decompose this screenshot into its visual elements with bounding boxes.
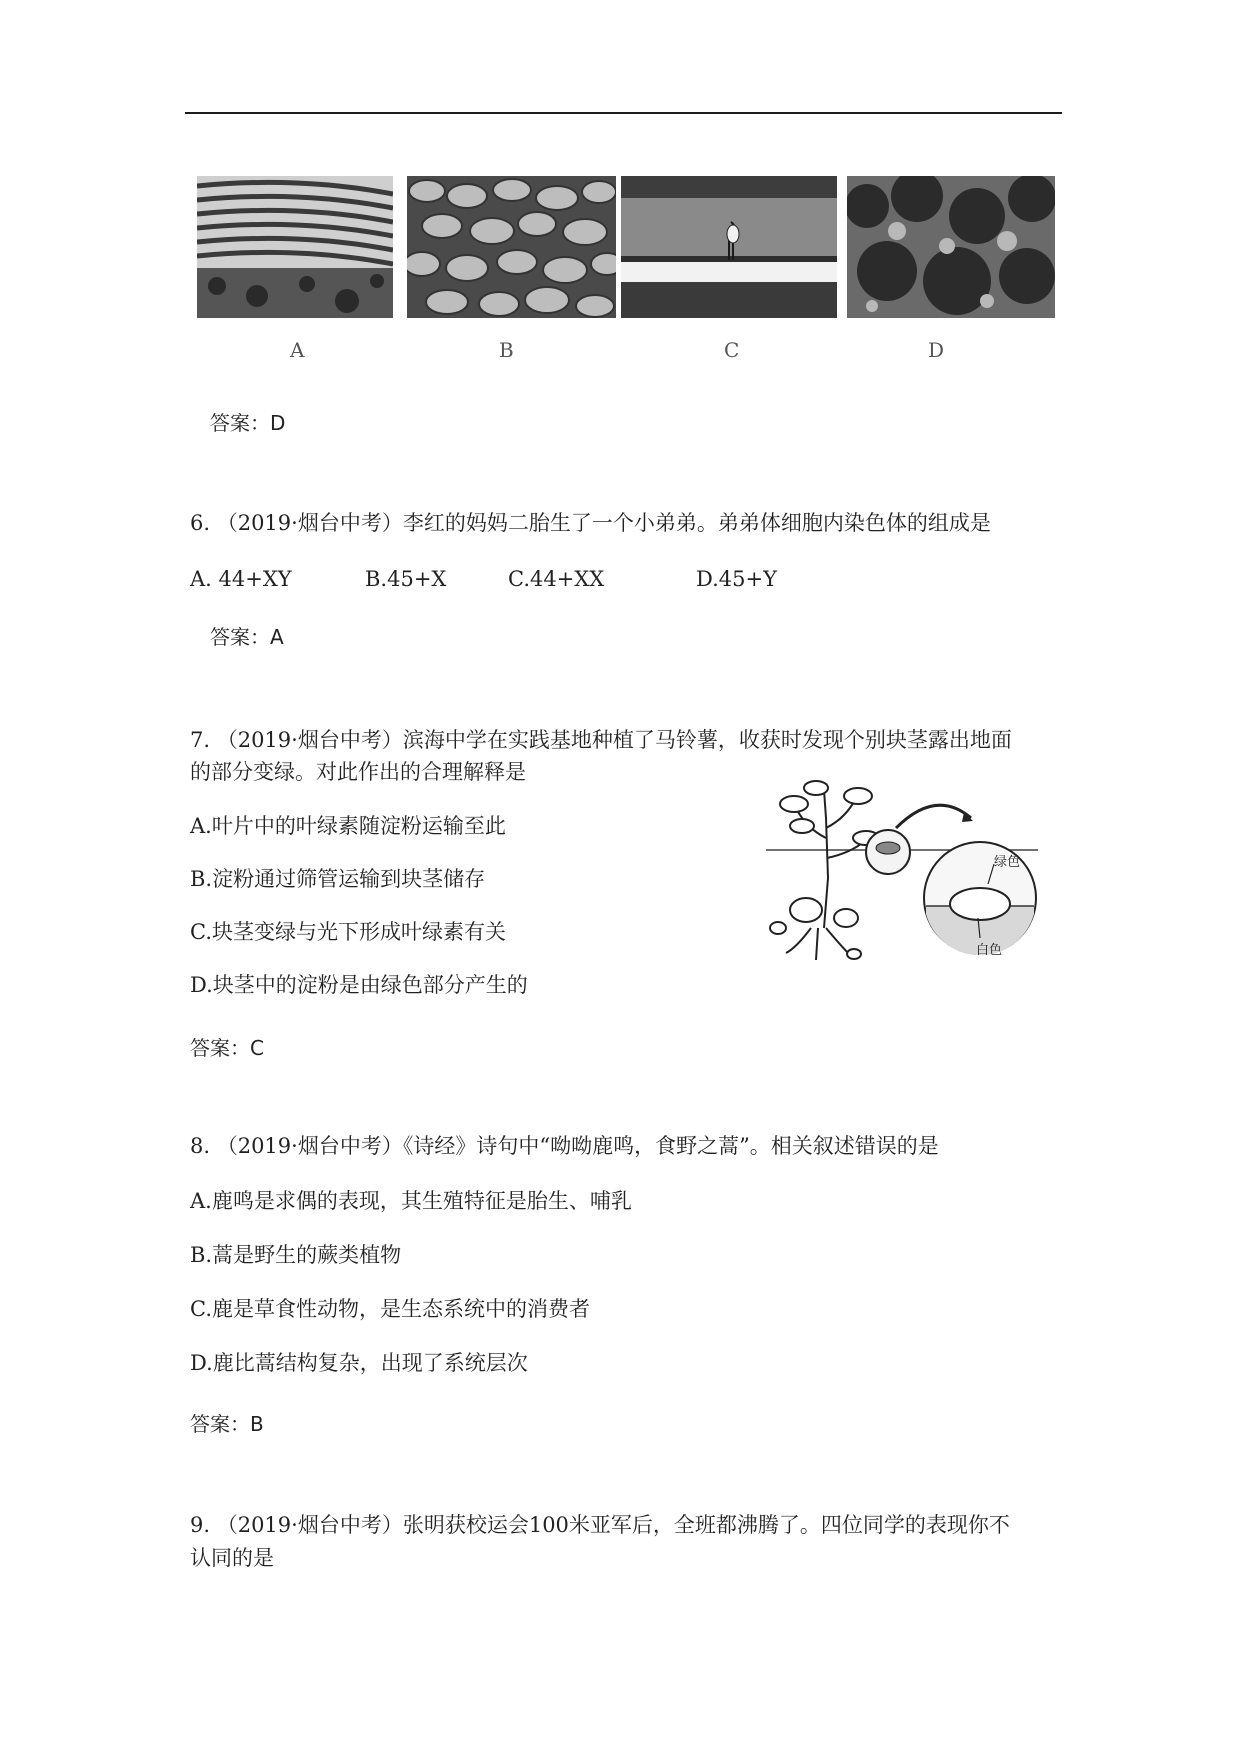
- q7-stem-line1: 7. （2019·烟台中考）滨海中学在实践基地种植了马铃薯，收获时发现个别块茎露出地面: [190, 728, 1012, 752]
- figure-label-green: 绿色: [994, 855, 1021, 870]
- q6-option-c: C.44+XX: [508, 567, 605, 591]
- q8-answer: 答案：B: [190, 1412, 264, 1436]
- potato-plant-figure: [766, 778, 1038, 968]
- q7-option-d: D.块茎中的淀粉是由绿色部分产生的: [190, 973, 528, 997]
- q9-stem-line2: 认同的是: [190, 1546, 274, 1570]
- q8-option-d: D.鹿比蒿结构复杂，出现了系统层次: [190, 1351, 528, 1375]
- photo-b-lily-pads: [407, 176, 616, 318]
- q7-option-a: A.叶片中的叶绿素随淀粉运输至此: [190, 814, 506, 838]
- photo-label-d: D: [928, 338, 945, 362]
- q8-option-a: A.鹿鸣是求偶的表现，其生殖特征是胎生、哺乳: [190, 1189, 632, 1213]
- q6-stem: 6. （2019·烟台中考）李红的妈妈二胎生了一个小弟弟。弟弟体细胞内染色体的组成是: [190, 511, 991, 535]
- photo-label-c: C: [724, 338, 740, 362]
- q9-stem-line1: 9. （2019·烟台中考）张明获校运会100米亚军后，全班都沸腾了。四位同学的表现你不: [190, 1513, 1010, 1537]
- q7-option-c: C.块茎变绿与光下形成叶绿素有关: [190, 920, 506, 944]
- q8-option-b: B.蒿是野生的蕨类植物: [190, 1243, 402, 1267]
- q7-option-b: B.淀粉通过筛管运输到块茎储存: [190, 867, 486, 891]
- photo-d-forest: [847, 176, 1055, 318]
- q6-option-a: A. 44+XY: [190, 567, 292, 591]
- q6-answer: 答案：A: [210, 625, 284, 649]
- q8-stem: 8. （2019·烟台中考）《诗经》诗句中“呦呦鹿鸣，食野之蒿”。相关叙述错误的是: [190, 1134, 939, 1158]
- figure-label-white: 白色: [976, 943, 1003, 958]
- q6-option-b: B.45+X: [365, 567, 447, 591]
- photo-label-a: A: [290, 338, 305, 362]
- photo-c-wetland-heron: [621, 176, 837, 318]
- q6-option-d: D.45+Y: [696, 567, 777, 591]
- photo-a-farmland: [197, 176, 393, 318]
- q8-option-c: C.鹿是草食性动物，是生态系统中的消费者: [190, 1297, 590, 1321]
- q7-stem-line2: 的部分变绿。对此作出的合理解释是: [190, 760, 526, 784]
- q5-answer: 答案：D: [210, 411, 286, 435]
- q7-answer: 答案：C: [190, 1036, 264, 1060]
- header-rule: [185, 112, 1062, 114]
- photo-label-b: B: [499, 338, 514, 362]
